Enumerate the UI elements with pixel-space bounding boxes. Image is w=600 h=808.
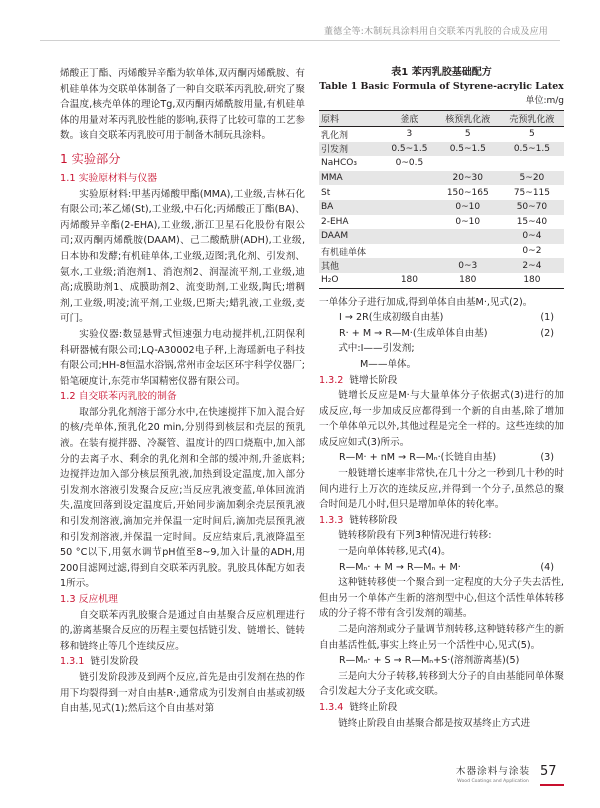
table-unit: 单位:m/g xyxy=(525,96,564,106)
table-cell xyxy=(383,185,436,200)
table-cell xyxy=(436,229,500,244)
table-row-label: St xyxy=(321,187,331,198)
transfer-case-3: 三是向大分子转移,转移到大分子的自由基能同单体聚合引发起大分子支化或交联。 xyxy=(319,670,564,698)
table-cell: 0~3 xyxy=(436,258,500,273)
table-cell: 15~40 xyxy=(516,216,548,227)
table-cell xyxy=(383,171,436,186)
table-cell: 0~10 xyxy=(436,200,500,215)
table-cell: 0~10 xyxy=(455,216,481,227)
table-cell: 180 xyxy=(500,273,564,288)
table-cell: 180 xyxy=(383,273,436,288)
heading-text: 链增长阶段 xyxy=(349,374,398,386)
left-column xyxy=(60,66,305,717)
symbol-definition: M——单体。 xyxy=(360,358,417,370)
equation-2 xyxy=(319,326,564,342)
table-cell: 20~30 xyxy=(436,171,500,186)
table-cell xyxy=(500,156,564,171)
table-row-label: 引发剂 xyxy=(319,142,383,157)
subsection-heading-preparation: 1.2 自交联苯丙乳胶的制备 xyxy=(60,391,177,403)
table-cell: 5 xyxy=(529,129,535,140)
equation-number: (3) xyxy=(540,452,554,464)
table-row-label: 2-EHA xyxy=(321,216,349,227)
mechanism-paragraph: 自交联苯丙乳胶聚合是通过自由基聚合反应机理进行的,游离基聚合反应的历程主要包括链引发、链增长、链转移和链终止等几个连续反应。 xyxy=(60,609,305,652)
table-cell xyxy=(383,244,436,259)
table-row xyxy=(319,185,564,200)
transfer-paragraph: 链转移阶段有下列3种情况进行转移: xyxy=(338,530,492,542)
transfer-paragraph-2: 这种链转移使一个聚合到一定程度的大分子失去活性,但由另一个单体产生新的溶剂型中心,但这个活性单体转移成的分子将不带有含引发剂的端基。 xyxy=(319,577,564,620)
table-row xyxy=(319,156,564,171)
table-cell: 2~4 xyxy=(500,258,564,273)
preparation-paragraph: 取部分乳化剂溶于部分水中,在快速搅拌下加入混合好的核/壳单体,预乳化20 min,分别得到核层和壳层的预乳液。在装有搅拌器、冷凝管、温度计的四口烧瓶中,加入部分的去离子水、剩余的乳化剂和全部的缓冲剂,升釜底料;边搅拌边加入部分核层预乳液,加热到设定温度,加入部分引发剂水溶液引发聚合反应;当反应乳液变蓝,单体回流消失,温度回落到设定温度后,开始同步滴加剩余壳层预乳液和引发剂溶液,滴加完并保温一定时间后,滴加壳层预乳液和引发剂溶液,并保温一定时间。反应结束后,乳液降温至50 °C以下,用氨水调节pH值至8~9,加入计量的ADH,用200目滤网过滤,得到自交联苯丙乳胶。乳胶具体配方如表1所示。 xyxy=(60,406,305,590)
subsubsection-heading-transfer xyxy=(319,513,564,529)
table-cell xyxy=(383,229,436,244)
table-cell: 5~20 xyxy=(500,171,564,186)
running-title: 董德全等:木制玩具涂料用自交联苯丙乳胶的合成及应用 xyxy=(323,27,548,37)
equation-3 xyxy=(319,450,564,466)
subsubsection-heading-propagation xyxy=(319,373,564,389)
transfer-case-2: 二是向溶剂或分子量调节剂转移,这种链转移产生的新自由基活性低,事实上终止另一个活性中心,见式(5)。 xyxy=(319,624,564,651)
table-header-cell: 核预乳化液 xyxy=(436,111,500,127)
propagation-paragraph: 链增长反应是M·与大量单体分子依据式(3)进行的加成反应,每一步加成反应都得到一个新的自由基,除了增加一个单体单元以外,其他过程是完全一样的。这些连续的加成反应如式(3)所示。 xyxy=(319,390,564,448)
page-number-accent-bar xyxy=(540,784,564,786)
table-cell xyxy=(436,244,500,259)
journal-name-cn: 木器涂料与涂装 xyxy=(455,766,531,777)
subsection-heading-materials: 1.1 实验原材料与仪器 xyxy=(60,172,158,184)
table-cell: 0~2 xyxy=(522,246,542,257)
equation-4 xyxy=(319,560,564,576)
table-row-label: DAAM xyxy=(319,229,383,244)
materials-paragraph: 实验原材料:甲基丙烯酸甲酯(MMA),工业级,吉林石化有限公司;苯乙烯(St),工业级,中石化;丙烯酸正丁酯(BA)、丙烯酸异辛酯(2-EHA),工业级,浙江卫星石化股份有限公司;双丙酮丙烯酰胺(DAAM)、己二酸酰肼(ADH),工业级,日本协和发酵;有机硅单体,工业级,迈图;乳化剂、引发剂、氨水,工业级;消泡剂1、消泡剂2、润湿流平剂,工业级,迪高;成膜助剂1、成膜助剂2、流变助剂,工业级,陶氏;增稠剂,工业级,明凌;流平剂,工业级,巴斯夫;蜡乳液,工业级,麦可门。 xyxy=(60,188,305,325)
table-row xyxy=(319,200,564,215)
symbol-definition: 式中:I——引发剂; xyxy=(338,343,415,355)
initiation-paragraph: 链引发阶段涉及到两个反应,首先是由引发剂在热的作用下均裂得到一对自由基R·,通常成为引发剂自由基或初级自由基,见式(1);然后这个自由基对第 xyxy=(60,671,305,715)
table-row xyxy=(319,229,564,244)
table-cell: 5 xyxy=(464,129,471,140)
table-caption-en: Table 1 Basic Formula of Styrene-acrylic Latex xyxy=(319,81,564,92)
table-1 xyxy=(319,66,564,289)
table-row-label: H₂O xyxy=(319,273,383,288)
continuation-paragraph: 一单体分子进行加成,得到单体自由基M·,见式(2)。 xyxy=(319,296,533,308)
table-cell: 180 xyxy=(436,273,500,288)
journal-name-en: Wood Coatings and Application xyxy=(457,779,529,784)
transfer-case-1: 一是向单体转移,见式(4)。 xyxy=(338,546,451,558)
instruments-paragraph: 实验仪器:数显悬臂式恒速强力电动搅拌机,江阴保利科研器械有限公司;LQ-A30002电子秤,上海瑶新电子科技有限公司;HH-8恒温水浴锅,常州市金坛区环宇科学仪器厂;铅笔硬度计,东莞市华国精密仪器有限公司。 xyxy=(60,328,305,387)
formula-table xyxy=(319,110,564,289)
heading-number: 1.3.4 xyxy=(319,701,344,713)
table-header-cell: 釜底 xyxy=(383,111,436,127)
heading-number: 1.3.1 xyxy=(60,656,85,668)
table-row-label: MMA xyxy=(319,171,383,186)
table-cell: 0.5~1.5 xyxy=(383,142,436,157)
table-header-row xyxy=(319,111,564,127)
equation-5 xyxy=(319,653,564,669)
table-row-label: 其他 xyxy=(319,258,383,273)
propagation-paragraph-2: 一般链增长速率非常快,在几十分之一秒到几十秒的时间内进行上万次的连续反应,并得到一个分子,虽然总的聚合时间是几小时,但只是增加单体的转化率。 xyxy=(319,468,564,511)
table-cell: 50~70 xyxy=(500,200,564,215)
table-header-cell: 原料 xyxy=(319,111,383,127)
equation-text: R· + M → R—M·(生成单体自由基) xyxy=(339,327,488,339)
table-row xyxy=(319,273,564,288)
equation-text: I → 2R(生成初级自由基) xyxy=(339,312,444,324)
equation-number: (4) xyxy=(540,561,554,573)
heading-number: 1.3.3 xyxy=(319,514,344,526)
table-cell: 75~115 xyxy=(513,187,550,198)
table-cell: 0.5~1.5 xyxy=(500,142,564,157)
table-row-label: NaHCO₃ xyxy=(321,158,357,169)
table-cell xyxy=(383,215,436,230)
table-row xyxy=(319,171,564,186)
table-cell xyxy=(383,200,436,215)
table-row xyxy=(319,142,564,157)
termination-paragraph: 链终止阶段自由基聚合都是按双基终止方式进 xyxy=(338,717,531,729)
subsubsection-heading-initiation xyxy=(60,654,305,670)
journal-brand xyxy=(448,766,538,785)
table-cell: 0.5~1.5 xyxy=(436,142,500,157)
section-heading-experimental: 1 实验部分 xyxy=(60,151,121,166)
table-row-label: 乳化剂 xyxy=(321,130,349,141)
table-caption-cn: 表1 苯丙乳胶基础配方 xyxy=(391,67,492,78)
table-header-cell: 壳预乳化液 xyxy=(500,111,564,127)
subsection-heading-mechanism: 1.3 反应机理 xyxy=(60,594,118,605)
table-row xyxy=(319,215,564,230)
equation-number: (2) xyxy=(540,327,554,339)
equation-1 xyxy=(319,310,564,326)
equation-number: (1) xyxy=(540,312,554,324)
right-column xyxy=(319,66,564,731)
table-row xyxy=(319,244,564,259)
equation-text: R—Mₙ· + S → R—Mₙ+S·(溶剂游离基)(5) xyxy=(339,655,520,667)
table-row xyxy=(319,127,564,142)
page-header xyxy=(0,0,600,44)
equation-text: R—M· + nM → R—Mₙ·(长链自由基) xyxy=(339,452,497,464)
table-cell xyxy=(436,156,500,171)
table-cell: 3 xyxy=(406,129,413,140)
table-row-label: BA xyxy=(319,200,383,215)
header-rule xyxy=(40,40,560,41)
page-number: 57 xyxy=(540,764,557,779)
equation-text: R—Mₙ· + M → R—Mₙ + M· xyxy=(339,561,461,573)
heading-number: 1.3.2 xyxy=(319,374,344,386)
table-cell: 0~0.5 xyxy=(395,158,424,169)
table-cell: 150~165 xyxy=(446,187,489,198)
heading-text: 链引发阶段 xyxy=(90,656,139,668)
table-cell xyxy=(383,258,436,273)
table-row-label: 有机硅单体 xyxy=(321,247,367,258)
heading-text: 链转移阶段 xyxy=(349,514,398,526)
subsubsection-heading-termination xyxy=(319,700,564,716)
intro-paragraph: 烯酸正丁酯、丙烯酸异辛酯为软单体,双丙酮丙烯酰胺、有机硅单体为交联单体制备了一种自交联苯丙乳胶,研究了聚合温度,核壳单体的理论Tg,双丙酮丙烯酰胺用量,有机硅单体的用量对苯丙乳胶性能的影响,获得了比较可靠的工艺参数。该自交联苯丙乳胶可用于制备木制玩具涂料。 xyxy=(60,68,305,142)
heading-text: 链终止阶段 xyxy=(349,701,398,713)
table-row xyxy=(319,258,564,273)
table-cell: 0~4 xyxy=(500,229,564,244)
